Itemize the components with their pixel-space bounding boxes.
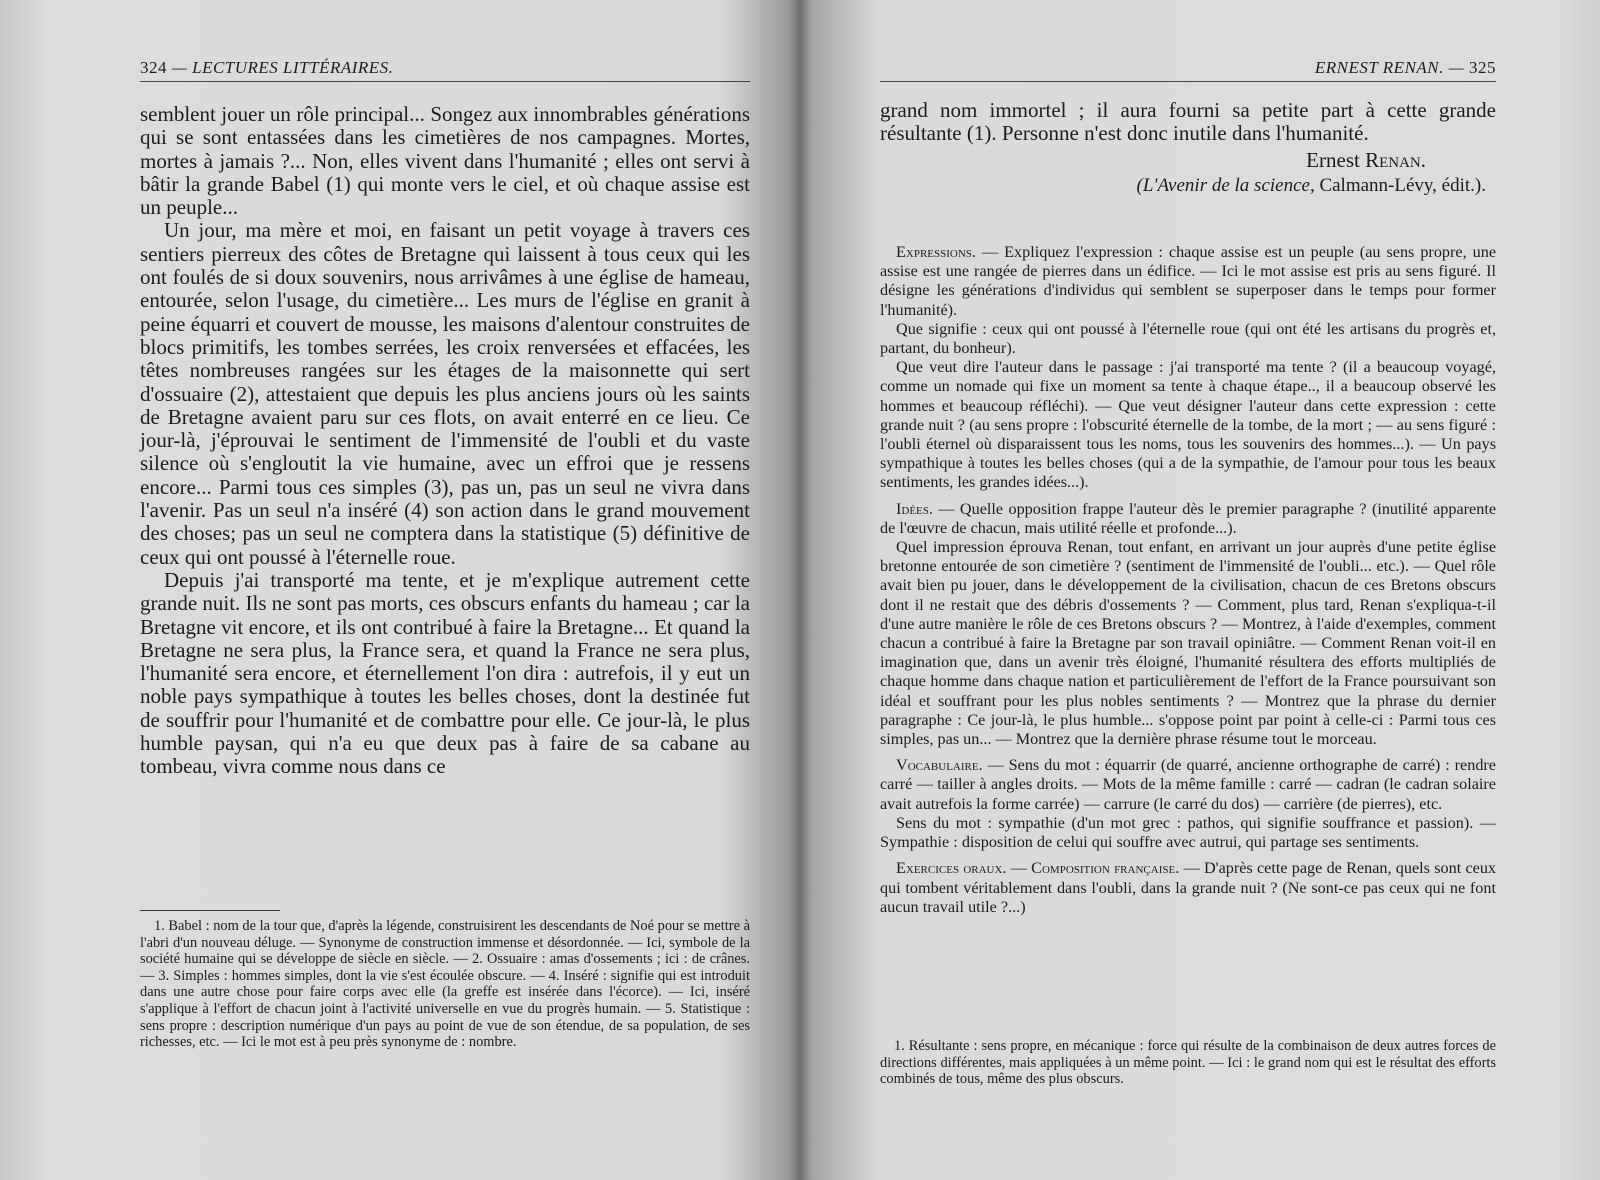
left-paragraph-3: Depuis j'ai transporté ma tente, et je m'explique autrement cette grande nuit. Ils ne sont pas morts, ces obscurs enfants du hameau ; car la Bretagne vit encore, et ils ont contribué à faire la Bretagne... Et quand la Bretagne ne sera plus, la France sera, et quand la France ne sera plus, l'humanité sera encore, et éternellement l'on dira : autrefois, il y eut un noble pays sympathique à toutes les belles choses, dont la destinée fut de souffrir pour l'humanité et de combattre pour elle. Ce jour-là, le plus humble paysan, qui n'a eu que deux pas à faire de sa cabane au tombeau, vivra comme nous dans ce (140, 567, 750, 779)
left-page-number: 324 (140, 58, 167, 77)
exercise-text: Que veut dire l'auteur dans le passage : j'ai transporté ma tente ? (il a beaucoup voyagé, comme un nomade qui fixe un moment sa tente à chaque étape.., il a beaucoup observé les hommes et beaucoup réfléchi). — Que veut désigner l'auteur dans cette expression : cette grande nuit ? (au sens propre : l'obscurité éternelle de la tombe, de la mort ; — au sens figuré : l'oubli éternel où disparaissent tous les noms, tous les souvenirs des hommes...). — Un pays sympathique à toutes les belles choses (qui a de la sympathie, de l'amour pour tous les beaux sentiments, les grandes idées...). (880, 358, 1496, 492)
right-running-title: ERNEST RENAN. — (1314, 58, 1465, 77)
left-paragraph-2: Un jour, ma mère et moi, en faisant un petit voyage à travers ces sentiers pierreux des côtes de Bretagne qui laissent à tous ceux qui les ont foulés de si doux souvenirs, nous arrivâmes à une église de hameau, entourée, selon l'usage, du cimetière... Les murs de l'église en granit à peine équarri et couvert de mousse, les maisons d'alentour construites de blocs primitifs, les tombes serrées, les croix renversées et effacées, les têtes nombreuses rangées sur les étages de la maisonnette qui sert d'ossuaire (2), attestaient que depuis les plus anciens jours où les saints de Bretagne avaient paru sur ces flots, on avait enterré en ce lieu. Ce jour-là, j'éprouvai le sentiment de l'immensité de l'oubli et du vaste silence où s'engloutit la vie humaine, avec un effroi que je ressens encore... Parmi tous ces simples (3), pas un, pas un seul ne vivra dans l'avenir. Pas un seul n'a inséré (4) son action dans le grand mouvement des choses; pas un seul ne comptera dans la statistique (5) définitive de ceux qui ont poussé à l'éternelle roue. (140, 218, 750, 569)
source-title: (L'Avenir de la science, (1136, 174, 1315, 196)
exercises-section (880, 236, 1496, 917)
source-citation (880, 174, 1496, 197)
exercise-text: Que signifie : ceux qui ont poussé à l'éternelle roue (qui ont été les artisans du progrès et, partant, du bonheur). (880, 319, 1496, 358)
exercise-paragraph (880, 500, 1496, 538)
left-footnotes (140, 918, 750, 1051)
exercise-label: Idées. (896, 499, 933, 518)
left-paragraph-1: semblent jouer un rôle principal... Songez aux innombrables générations qui se sont entassées dans les cimetières de nos campagnes. Mortes, mortes à jamais ?... Non, elles vivent dans l'humanité ; elles ont servi à bâtir la grande Babel (1) qui monte vers le ciel, et où chaque assise est un peuple... (140, 102, 750, 220)
source-publisher: Calmann-Lévy, édit.). (1319, 174, 1486, 196)
author-signature (880, 149, 1496, 172)
exercise-text: — D'après cette page de Renan, quels sont ceux qui tombent véritablement dans l'oubli, dans la grande nuit ? (Ne sont-ce pas ceux qui ne font aucun travail utile ?...) (880, 859, 1497, 916)
author-last-name: Renan. (1365, 147, 1426, 172)
right-page (880, 0, 1496, 1180)
exercise-text: Quel impression éprouva Renan, tout enfant, en arrivant un jour auprès d'une petite église bretonne entourée de son cimetière ? (sentiment de l'immensité de l'oubli... etc.). — Quel rôle avait bien pu jouer, dans le développement de la civilisation, chacun de ces Bretons obscurs dont il ne restait que des débris d'ossements ? — Comment, plus tard, Renan s'expliqua-t-il d'une autre manière le rôle de ces Bretons obscurs ? — Montrez, à l'aide d'exemples, comment chacun a contribué à faire la Bretagne par son travail opiniâtre. — Comment Renan voit-il en imagination que, dans un avenir très éloigné, l'humanité résultera des efforts multipliés de chaque homme dans chaque nation et particulièrement de l'effort de la France poursuivant son idéal et souffrant pour les plus nobles sentiments ? — Montrez que la phrase du dernier paragraphe : Ce jour-là, le plus humble... s'oppose point par point à celle-ci : Parmi tous ces simples, pas un... — Montrez que la dernière phrase résume tout le morceau. (880, 538, 1496, 749)
exercise-paragraph (880, 538, 1496, 749)
exercise-paragraph (880, 859, 1496, 917)
left-footnote: 1. Babel : nom de la tour que, d'après la légende, construisirent les descendants de Noé pour se mettre à l'abri d'un nouveau déluge. — Synonyme de construction immense et désordonnée. — Ici, symbole de la société humaine qui se développe de siècle en siècle. — 2. Ossuaire : amas d'ossements ; ici : de crânes. — 3. Simples : hommes simples, dont la vie s'est écoulée obscure. — 4. Inséré : signifie qui est introduit dans une autre chose pour faire corps avec elle (la greffe est insérée dans l'écorce). — Ici, inséré s'applique à l'effort de chacun joint à l'activité universelle en vue du progrès humain. — 5. Statistique : sens propre : description numérique d'un pays au point de vue de son étendue, de sa population, de ses richesses, etc. — Ici le mot est à peu près synonyme de : nombre. (140, 918, 750, 1051)
exercise-text: — Quelle opposition frappe l'auteur dès le premier paragraphe ? (inutilité apparente de l'œuvre de chacun, mais utilité réelle et profonde...). (880, 499, 1496, 537)
exercise-label: Expressions. (896, 243, 976, 261)
exercise-paragraph (880, 243, 1496, 320)
exercise-paragraph (880, 320, 1496, 358)
exercise-text: — Sens du mot : équarrir (de quarré, ancienne orthographe de carré) : rendre carré — tailler à angles droits. — Mots de la même famille : carré — cadran (le cadran solaire avait autrefois la forme carrée) — carrure (le carré du dos) — carrière (de pierres), etc. (880, 756, 1496, 813)
left-running-title: — LECTURES LITTÉRAIRES. (171, 58, 394, 77)
right-body-text (880, 99, 1496, 197)
right-footnotes (880, 1038, 1496, 1088)
exercise-label: Vocabulaire. (896, 756, 983, 775)
exercise-label: Exercices oraux. — Composition française. (896, 859, 1180, 878)
exercise-text: Sens du mot : sympathie (d'un mot grec : pathos, qui signifie souffrance et passion). — Sympathie : disposition de celui qui souffre avec autrui, qui partage ses sentiments. (880, 813, 1496, 852)
left-running-head (140, 58, 750, 82)
right-paragraph: grand nom immortel ; il aura fourni sa petite part à cette grande résultante (1). Personne n'est donc inutile dans l'humanité. (880, 98, 1496, 146)
right-footnote: 1. Résultante : sens propre, en mécanique : force qui résulte de la combinaison de deux autres forces de directions différentes, mais appliquées à un même point. — Ici : le grand nom qui est le résultat des efforts combinés de tous, même des plus obscurs. (880, 1038, 1496, 1088)
left-footnote-rule (140, 910, 280, 911)
exercise-text: — Expliquez l'expression : chaque assise est un peuple (au sens propre, une assise est une rangée de pierres dans un édifice. — Ici le mot assise est pris au sens figuré. Il désigne les générations d'individus qui semblent se superposer dans le temps pour former l'humanité). (880, 243, 1497, 319)
exercise-paragraph (880, 756, 1496, 814)
exercise-paragraph (880, 814, 1496, 852)
right-running-head (880, 58, 1496, 82)
left-page (140, 0, 750, 1180)
left-body-text (140, 103, 750, 779)
exercise-paragraph (880, 358, 1496, 492)
author-first-name: Ernest (1306, 147, 1360, 172)
right-page-number: 325 (1469, 58, 1496, 77)
